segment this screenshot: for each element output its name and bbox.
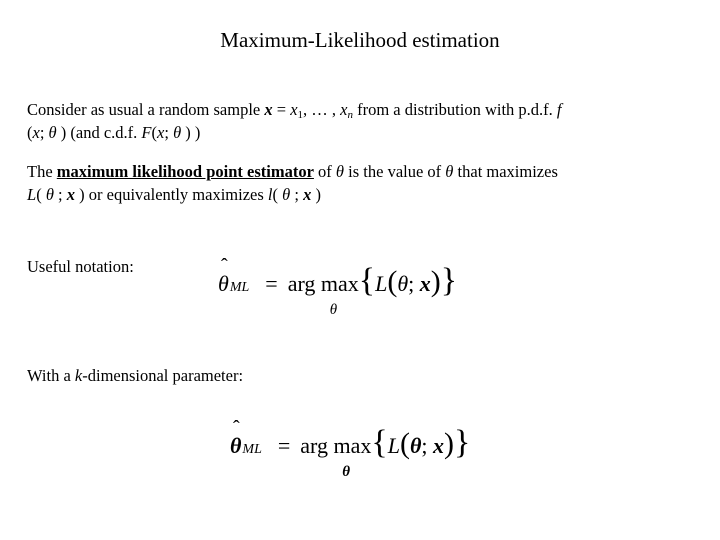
semicolon: ; bbox=[408, 271, 415, 296]
right-brace: } bbox=[454, 424, 471, 461]
right-paren: ) bbox=[430, 265, 441, 298]
math-theta: θ bbox=[397, 271, 409, 296]
hat-accent: ˆ bbox=[233, 417, 240, 439]
text: from a distribution with p.d.f. bbox=[352, 100, 557, 119]
k-dimensional-label bbox=[27, 366, 243, 386]
semicolon: ; bbox=[421, 433, 428, 458]
math-subscript: 1 bbox=[297, 109, 304, 121]
math-L: L bbox=[375, 271, 388, 296]
text: ) ) bbox=[181, 123, 201, 142]
math-l: l bbox=[267, 185, 273, 204]
argmax-operator: arg max bbox=[287, 271, 359, 296]
text: ( bbox=[272, 185, 283, 204]
equals-sign: = bbox=[277, 433, 291, 458]
math-theta: θ bbox=[173, 123, 182, 142]
math-theta: θ bbox=[445, 162, 454, 181]
math-x-vector: x bbox=[264, 100, 273, 119]
paragraph-random-sample bbox=[27, 98, 697, 144]
text: ; bbox=[290, 185, 304, 204]
math-subscript-ml: ML bbox=[229, 280, 250, 295]
math-theta: θ bbox=[45, 185, 54, 204]
text: The bbox=[27, 162, 57, 181]
text: is the value of bbox=[344, 162, 446, 181]
right-paren: ) bbox=[444, 427, 454, 460]
math-theta-vector: θ bbox=[409, 433, 422, 458]
paragraph-mle-definition bbox=[27, 160, 697, 206]
text: -dimensional parameter: bbox=[82, 366, 244, 385]
text: ) bbox=[311, 185, 321, 204]
math-x: x bbox=[340, 100, 348, 119]
text: With a bbox=[27, 366, 75, 385]
text: ) or equivalently maximizes bbox=[75, 185, 268, 204]
math-theta: θ bbox=[335, 162, 345, 181]
math-x-vector: x bbox=[419, 271, 431, 296]
math-x: x bbox=[157, 123, 165, 142]
text: ; bbox=[39, 123, 49, 142]
math-F: F bbox=[141, 123, 152, 142]
text: ) (and c.d.f. bbox=[56, 123, 142, 142]
text: ; bbox=[164, 123, 174, 142]
argmax-operator: arg max bbox=[300, 433, 372, 458]
text: ( bbox=[27, 123, 33, 142]
math-L: L bbox=[387, 433, 400, 458]
math-L: L bbox=[27, 185, 37, 204]
math-f: f bbox=[556, 100, 562, 119]
math-subscript-ml: ML bbox=[242, 442, 262, 457]
text: ( bbox=[151, 123, 158, 142]
text: = bbox=[272, 100, 291, 119]
left-brace: { bbox=[371, 424, 388, 461]
math-x: x bbox=[290, 100, 298, 119]
left-paren: ( bbox=[387, 265, 398, 298]
math-theta-vector: θ bbox=[230, 433, 242, 458]
text: of bbox=[313, 162, 336, 181]
text: ; bbox=[53, 185, 67, 204]
text: Consider as usual a random sample bbox=[27, 100, 265, 119]
math-subscript: n bbox=[347, 109, 353, 121]
equals-sign: = bbox=[265, 271, 278, 296]
math-theta: θ bbox=[218, 271, 229, 296]
math-x-vector: x bbox=[303, 185, 312, 204]
math-theta: θ bbox=[48, 123, 57, 142]
hat-accent: ˆ bbox=[221, 255, 228, 277]
text: ( bbox=[36, 185, 46, 204]
formula-scalar-mle bbox=[218, 255, 458, 318]
math-theta: θ bbox=[282, 185, 291, 204]
text: , … , bbox=[303, 100, 341, 119]
left-paren: ( bbox=[399, 427, 410, 460]
highlighted-term: maximum likelihood point estimator bbox=[56, 162, 314, 181]
text: that maximizes bbox=[453, 162, 558, 181]
argmax-subscript-theta-vector: θ bbox=[342, 464, 351, 480]
math-k: k bbox=[74, 366, 83, 385]
slide-title: Maximum-Likelihood estimation bbox=[220, 28, 500, 52]
right-brace: } bbox=[440, 262, 458, 299]
formula-vector-mle bbox=[230, 417, 471, 480]
left-brace: { bbox=[358, 262, 376, 299]
argmax-subscript-theta: θ bbox=[329, 302, 338, 318]
useful-notation-label: Useful notation: bbox=[27, 257, 134, 276]
math-x-vector: x bbox=[66, 185, 76, 204]
math-x: x bbox=[32, 123, 40, 142]
math-x-vector: x bbox=[433, 433, 444, 458]
